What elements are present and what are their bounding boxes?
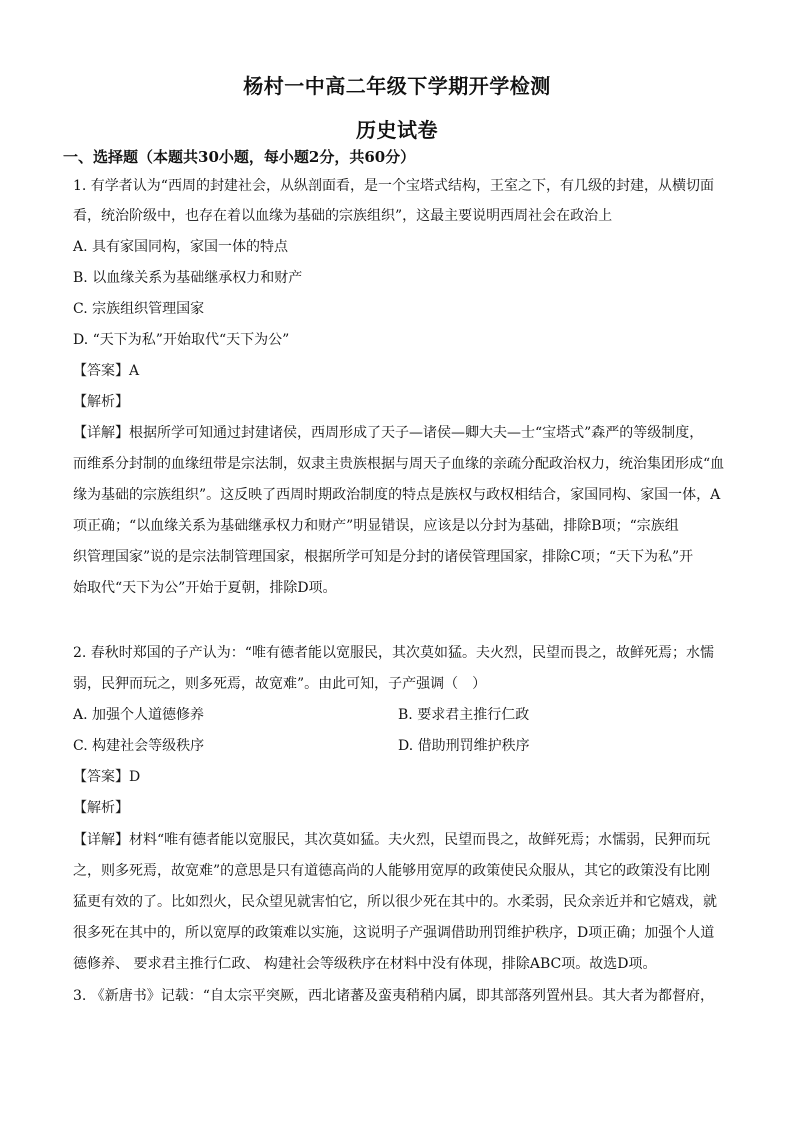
q1-option-c: C. 宗族组织管理国家 bbox=[73, 301, 205, 317]
exam-subtitle: 历史试卷 bbox=[356, 118, 438, 142]
q2-stem-line: 弱，民狎而玩之，则多死焉，故宽难”。由此可知，子产强调（ ） bbox=[73, 676, 487, 692]
q2-option-a: A. 加强个人道德修养 bbox=[73, 707, 205, 723]
q2-option-b: B. 要求君主推行仁政 bbox=[398, 707, 530, 723]
q2-answer: 【答案】D bbox=[73, 769, 141, 785]
q2-analysis-label: 【解析】 bbox=[73, 800, 129, 816]
q1-detail-line: 始取代“天下为公”开始于夏朝，排除D项。 bbox=[73, 580, 337, 596]
q3-stem-line: 3. 《新唐书》记载：“自太宗平突厥，西北诸蕃及蛮夷稍稍内属，即其部落列置州县。其大者为都督府， bbox=[73, 988, 714, 1004]
q1-detail-line: 项正确；“以血缘关系为基础继承权力和财产”明显错误，应该是以分封为基础，排除B项；“宗族组 bbox=[73, 518, 679, 534]
q1-detail-line: 而维系分封制的血缘纽带是宗法制，奴隶主贵族根据与周天子血缘的亲疏分配政治权力，统治集团形成“血 bbox=[73, 456, 725, 472]
q2-detail-line: 之，则多死焉，故宽难”的意思是只有道德高尚的人能够用宽厚的政策使民众服从，其它的政策没有比刚 bbox=[73, 863, 711, 879]
q2-detail-line: 【详解】材料“唯有德者能以宽服民，其次莫如猛。夫火烈，民望而畏之，故鲜死焉；水懦弱，民狎而玩 bbox=[73, 832, 711, 848]
q2-stem-line: 2. 春秋时郑国的子产认为：“唯有德者能以宽服民，其次莫如猛。夫火烈，民望而畏之，故鲜死焉；水懦 bbox=[73, 645, 714, 661]
q1-option-a: A. 具有家国同构，家国一体的特点 bbox=[73, 239, 289, 255]
q2-detail-line: 很多死在其中的，所以宽厚的政策难以实施，这说明子产强调借助刑罚维护秩序，D项正确；加强个人道 bbox=[73, 925, 715, 941]
q1-answer: 【答案】A bbox=[73, 363, 140, 379]
q2-detail-line: 猛更有效的了。比如烈火，民众望见就害怕它，所以很少死在其中的。水柔弱，民众亲近并和它嬉戏，就 bbox=[73, 894, 717, 910]
q1-option-b: B. 以血缘关系为基础继承权力和财产 bbox=[73, 270, 303, 286]
q1-detail-line: 缘为基础的宗族组织”。这反映了西周时期政治制度的特点是族权与政权相结合，家国同构、家国一体，A bbox=[73, 487, 721, 503]
exam-title: 杨村一中高二年级下学期开学检测 bbox=[243, 74, 551, 98]
section-heading: 一、选择题（本题共30小题，每小题2分，共60分） bbox=[63, 148, 416, 166]
q1-option-d: D. “天下为私”开始取代“天下为公” bbox=[73, 332, 290, 348]
q1-stem-line: 1. 有学者认为“西周的封建社会，从纵剖面看，是一个宝塔式结构，王室之下，有几级的封建，从横切面 bbox=[73, 178, 714, 194]
q1-detail-line: 织管理国家”说的是宗法制管理国家，根据所学可知是分封的诸侯管理国家，排除C项；“天下为私”开 bbox=[73, 549, 694, 565]
q1-stem-line: 看，统治阶级中，也存在着以血缘为基础的宗族组织”，这最主要说明西周社会在政治上 bbox=[73, 208, 613, 224]
q2-option-c: C. 构建社会等级秩序 bbox=[73, 738, 205, 754]
q1-analysis-label: 【解析】 bbox=[73, 394, 129, 410]
q1-detail-line: 【详解】根据所学可知通过封建诸侯，西周形成了天子—诸侯—卿大夫—士“宝塔式”森严的等级制度， bbox=[73, 425, 704, 441]
q2-detail-line: 德修养、 要求君主推行仁政、 构建社会等级秩序在材料中没有体现，排除ABC项。故选D项。 bbox=[73, 956, 657, 972]
q2-option-d: D. 借助刑罚维护秩序 bbox=[398, 738, 530, 754]
